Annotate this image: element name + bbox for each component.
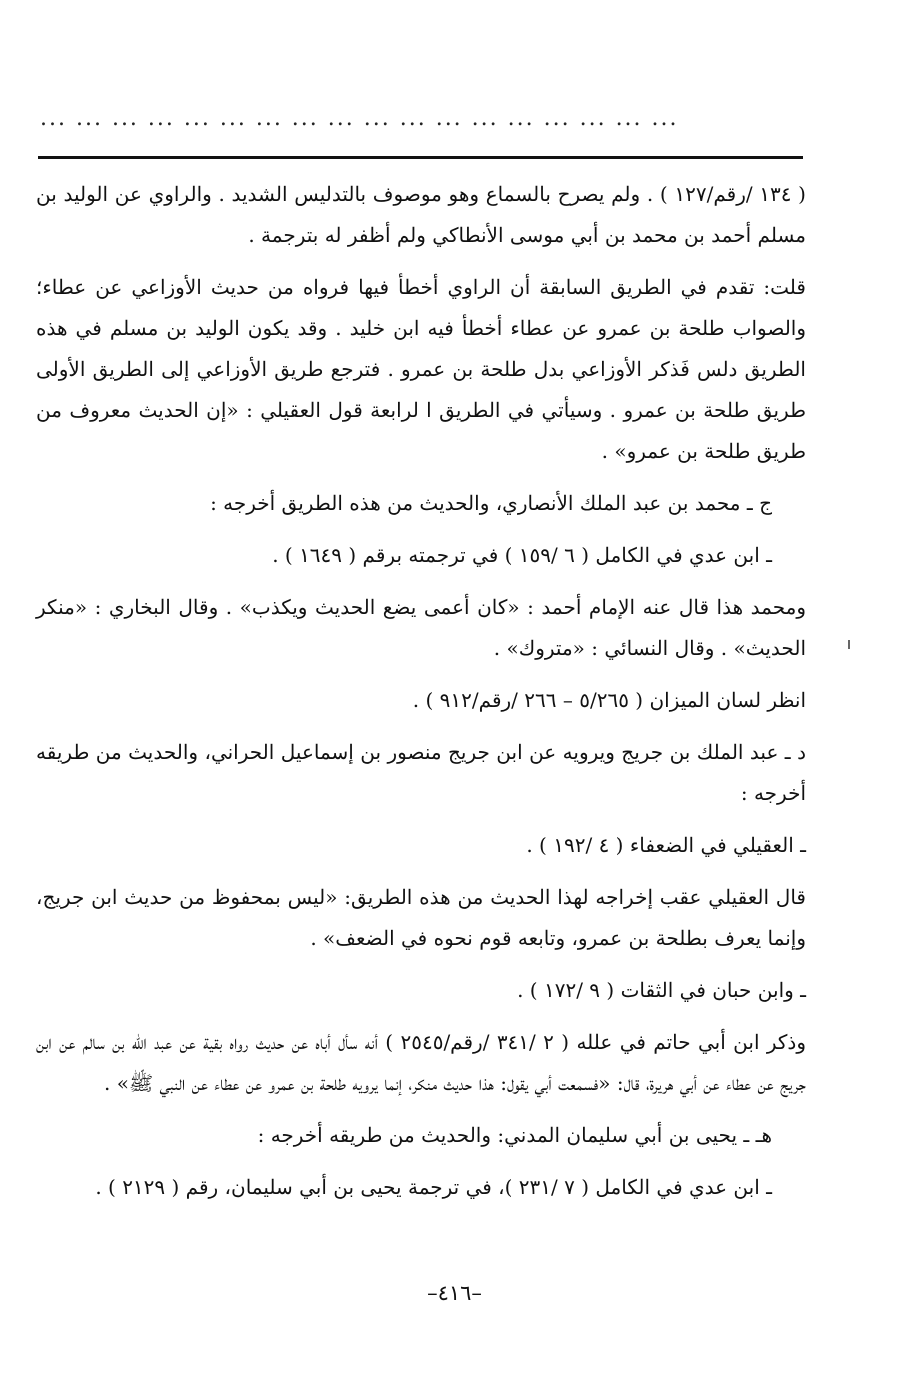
- page-number: –٤١٦–: [427, 1281, 482, 1305]
- paragraph: ـ ابن عدي في الكامل ( ٧ /٢٣١ )، في ترجمة يحيى بن أبي سليمان، رقم ( ٢١٢٩ ) .: [95, 1175, 772, 1199]
- page-body: [36, 174, 806, 1219]
- footnote-separator-rule: [38, 156, 803, 159]
- paragraph: د ـ عبد الملك بن جريج ويرويه عن ابن جريج منصور بن إسماعيل الحراني، والحديث من طريقه أخرجه :: [36, 740, 806, 805]
- scan-speck: [848, 640, 850, 649]
- paragraph: ـ وابن حبان في الثقات ( ٩ /١٧٢ ) .: [517, 978, 806, 1002]
- paragraph: ( ١٣٤ /رقم/١٢٧ ) . ولم يصرح بالسماع وهو موصوف بالتدليس الشديد . والراوي عن الوليد بن مسلم أحمد بن محمد بن أبي موسى الأنطاكي ولم أظفر له بترجمة .: [36, 182, 806, 247]
- dotted-header-line: ... ... ... ... ... ... ... ... ... ... ... ... ... ... ... ... ... ...: [40, 106, 679, 131]
- paragraph: ج ـ محمد بن عبد الملك الأنصاري، والحديث من هذه الطريق أخرجه :: [210, 491, 772, 515]
- paragraph: ـ ابن عدي في الكامل ( ٦ /١٥٩ ) في ترجمته برقم ( ١٦٤٩ ) .: [272, 543, 772, 567]
- paragraph: قال العقيلي عقب إخراجه لهذا الحديث من هذه الطريق: «ليس بمحفوظ من حديث ابن جريج، وإنما يعرف بطلحة بن عمرو، وتابعه قوم نحوه في الضعف» .: [36, 885, 806, 950]
- paragraph: ومحمد هذا قال عنه الإمام أحمد : «كان أعمى يضع الحديث ويكذب» . وقال البخاري : «منكر الحديث» . وقال النسائي : «متروك» .: [36, 595, 806, 660]
- paragraph: وذكر ابن أبي حاتم في علله ( ٢ /٣٤١ /رقم/٢٥٤٥ ) أنه سأل أباه عن حديث رواه بقية عن عبد الله بن سالم عن ابن جريج عن عطاء عن أبي هريرة، قال: «فسمعت أبي يقول: هذا حديث منكر، إنما يرويه طلحة بن عمرو عن عطاء عن النبي ﷺ» .: [36, 1030, 806, 1095]
- paragraph: قلت: تقدم في الطريق السابقة أن الراوي أخطأ فيها فرواه من حديث الأوزاعي عن عطاء؛ والصواب طلحة بن عمرو عن عطاء أخطأ فيه ابن خليد . وقد يكون الوليد بن مسلم في هذه الطريق دلس فَذكر الأوزاعي بدل طلحة بن عمرو . فترجع طريق الأوزاعي إلى الطريق الأولى طريق طلحة بن عمرو . وسيأتي في الطريق ا لرابعة قول العقيلي : «إن الحديث معروف من طريق طلحة بن عمرو» .: [36, 275, 806, 463]
- paragraph: هـ ـ يحيى بن أبي سليمان المدني: والحديث من طريقه أخرجه :: [257, 1123, 772, 1147]
- paragraph: انظر لسان الميزان ( ٥/٢٦٥ – ٢٦٦ /رقم/٩١٢ ) .: [412, 688, 806, 712]
- paragraph: ـ العقيلي في الضعفاء ( ٤ /١٩٢ ) .: [526, 833, 806, 857]
